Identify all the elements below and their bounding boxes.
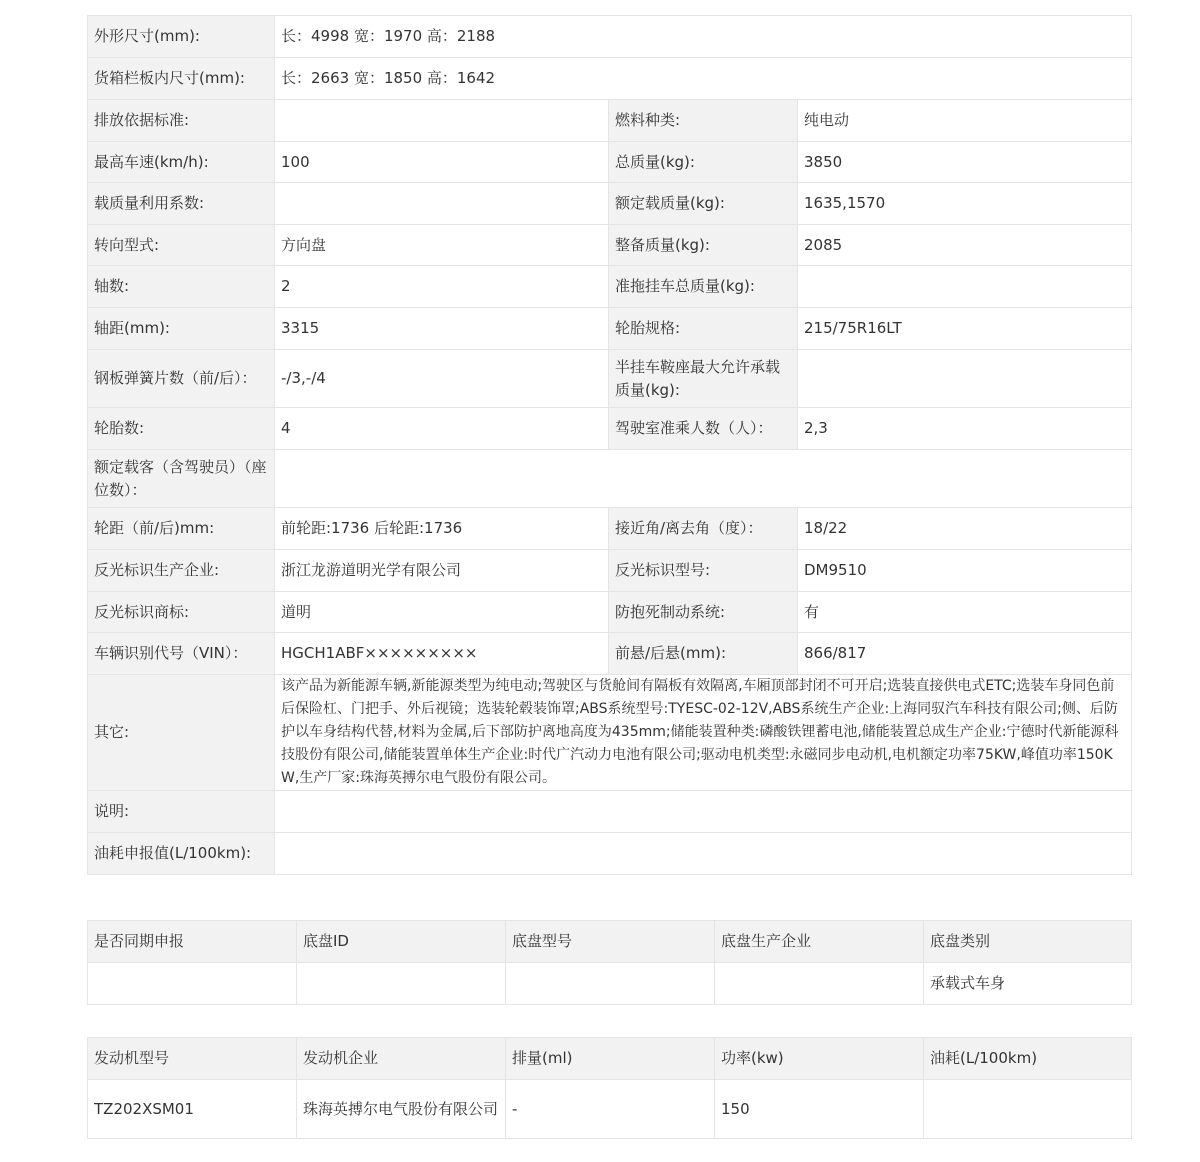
- leaf-spring-label: 钢板弹簧片数（前/后）：: [88, 350, 275, 408]
- engine-power-value: 150: [715, 1080, 924, 1139]
- vehicle-spec-table: [87, 15, 1132, 875]
- engine-header-model: 发动机型号: [88, 1038, 297, 1080]
- axle-count-label: 轴数:: [88, 266, 275, 308]
- spec-row-tires: [88, 408, 1132, 450]
- reflector-model-value: DM9510: [798, 550, 1132, 592]
- wheelbase-value: 3315: [275, 308, 609, 350]
- other-value: 该产品为新能源车辆,新能源类型为纯电动;驾驶区与货舱间有隔板有效隔离,车厢顶部封闭不可开启;选装直接供电式ETC;选装车身同色前后保险杠、门把手、外后视镜；选装轮毂装饰罩;ABS系统型号:TYESC-02-12V,ABS系统生产企业:上海同驭汽车科技有限公司;侧、后防护以车身结构代替,材料为金属,后下部防护离地高度为435mm;储能装置种类:磷酸铁锂蓄电池,储能装置总成生产企业:宁德时代新能源科技股份有限公司,储能装置单体生产企业:时代广汽动力电池有限公司;驱动电机类型:永磁同步电动机,电机额定功率75KW,峰值功率150KW,生产厂家:珠海英搏尔电气股份有限公司。: [275, 675, 1132, 791]
- wheelbase-label: 轴距(mm):: [88, 308, 275, 350]
- reflector-brand-label: 反光标识商标:: [88, 592, 275, 633]
- cab-seats-label: 驾驶室准乘人数（人）：: [609, 408, 798, 450]
- engine-header-row: [88, 1038, 1132, 1080]
- engine-header-power: 功率(kw): [715, 1038, 924, 1080]
- spec-row-speed-mass: [88, 142, 1132, 183]
- reflector-brand-value: 道明: [275, 592, 609, 633]
- emission-standard-value: [275, 100, 609, 142]
- spec-row-steering: [88, 225, 1132, 266]
- chassis-header-same-period: 是否同期申报: [88, 921, 297, 963]
- tire-spec-value: 215/75R16LT: [798, 308, 1132, 350]
- fuel-consumption-value: [275, 833, 1132, 875]
- spec-row-load: [88, 183, 1132, 225]
- reflector-maker-value: 浙江龙游道明光学有限公司: [275, 550, 609, 592]
- curb-mass-label: 整备质量(kg):: [609, 225, 798, 266]
- trailer-mass-label: 准拖挂车总质量(kg):: [609, 266, 798, 308]
- engine-header-fuel-consumption: 油耗(L/100km): [924, 1038, 1132, 1080]
- tire-spec-label: 轮胎规格:: [609, 308, 798, 350]
- chassis-data-row: [88, 963, 1132, 1005]
- approach-angle-label: 接近角/离去角（度）：: [609, 508, 798, 550]
- note-value: [275, 791, 1132, 833]
- rated-load-label: 额定载质量(kg):: [609, 183, 798, 225]
- approach-angle-value: 18/22: [798, 508, 1132, 550]
- spec-row-leaf-spring: [88, 350, 1132, 408]
- reflector-model-label: 反光标识型号:: [609, 550, 798, 592]
- leaf-spring-value: -/3,-/4: [275, 350, 609, 408]
- dimensions-label: 外形尺寸(mm):: [88, 16, 275, 58]
- fuel-type-value: 纯电动: [798, 100, 1132, 142]
- tire-count-label: 轮胎数:: [88, 408, 275, 450]
- total-mass-label: 总质量(kg):: [609, 142, 798, 183]
- spec-row-axles: [88, 266, 1132, 308]
- rated-load-value: 1635,1570: [798, 183, 1132, 225]
- vin-label: 车辆识别代号（VIN）：: [88, 633, 275, 675]
- tire-count-value: 4: [275, 408, 609, 450]
- axle-count-value: 2: [275, 266, 609, 308]
- load-utilization-label: 载质量利用系数:: [88, 183, 275, 225]
- rated-passengers-label: 额定载客（含驾驶员）（座位数）：: [88, 450, 275, 508]
- chassis-header-category: 底盘类别: [924, 921, 1132, 963]
- emission-standard-label: 排放依据标准:: [88, 100, 275, 142]
- engine-model-value: TZ202XSM01: [88, 1080, 297, 1139]
- spec-row-other: [88, 675, 1132, 791]
- dimensions-value: 长：4998 宽：1970 高：2188: [275, 16, 1132, 58]
- chassis-same-period-value: [88, 963, 297, 1005]
- fuel-consumption-label: 油耗申报值(L/100km):: [88, 833, 275, 875]
- engine-maker-value: 珠海英搏尔电气股份有限公司: [297, 1080, 506, 1139]
- max-speed-value: 100: [275, 142, 609, 183]
- spec-row-emission-fuel: [88, 100, 1132, 142]
- chassis-header-row: [88, 921, 1132, 963]
- spec-row-dimensions: [88, 16, 1132, 58]
- chassis-header-model: 底盘型号: [506, 921, 715, 963]
- rated-passengers-value: [275, 450, 1132, 508]
- abs-value: 有: [798, 592, 1132, 633]
- overhang-value: 866/817: [798, 633, 1132, 675]
- cargo-dimensions-value: 长：2663 宽：1850 高：1642: [275, 58, 1132, 100]
- abs-label: 防抱死制动系统:: [609, 592, 798, 633]
- chassis-header-maker: 底盘生产企业: [715, 921, 924, 963]
- load-utilization-value: [275, 183, 609, 225]
- spec-row-fuel-consumption: [88, 833, 1132, 875]
- spec-row-wheelbase: [88, 308, 1132, 350]
- spec-row-track: [88, 508, 1132, 550]
- engine-fuel-consumption-value: [924, 1080, 1132, 1139]
- engine-table: [87, 1037, 1132, 1139]
- chassis-header-id: 底盘ID: [297, 921, 506, 963]
- saddle-load-value: [798, 350, 1132, 408]
- cab-seats-value: 2,3: [798, 408, 1132, 450]
- spec-row-cargo: [88, 58, 1132, 100]
- saddle-load-label: 半挂车鞍座最大允许承载质量(kg):: [609, 350, 798, 408]
- spec-row-reflector-maker: [88, 550, 1132, 592]
- spec-row-vin: [88, 633, 1132, 675]
- note-label: 说明:: [88, 791, 275, 833]
- spec-row-passengers: [88, 450, 1132, 508]
- fuel-type-label: 燃料种类:: [609, 100, 798, 142]
- steering-type-label: 转向型式:: [88, 225, 275, 266]
- reflector-maker-label: 反光标识生产企业:: [88, 550, 275, 592]
- chassis-id-value: [297, 963, 506, 1005]
- trailer-mass-value: [798, 266, 1132, 308]
- cargo-dimensions-label: 货箱栏板内尺寸(mm):: [88, 58, 275, 100]
- chassis-model-value: [506, 963, 715, 1005]
- other-label: 其它:: [88, 675, 275, 791]
- chassis-table: [87, 920, 1132, 1005]
- max-speed-label: 最高车速(km/h):: [88, 142, 275, 183]
- engine-displacement-value: -: [506, 1080, 715, 1139]
- vin-value: HGCH1ABF×××××××××: [275, 633, 609, 675]
- engine-header-displacement: 排量(ml): [506, 1038, 715, 1080]
- chassis-category-value: 承载式车身: [924, 963, 1132, 1005]
- steering-type-value: 方向盘: [275, 225, 609, 266]
- engine-header-maker: 发动机企业: [297, 1038, 506, 1080]
- spec-row-reflector-brand: [88, 592, 1132, 633]
- engine-data-row: [88, 1080, 1132, 1139]
- spec-row-note: [88, 791, 1132, 833]
- curb-mass-value: 2085: [798, 225, 1132, 266]
- track-width-value: 前轮距:1736 后轮距:1736: [275, 508, 609, 550]
- track-width-label: 轮距（前/后)mm:: [88, 508, 275, 550]
- chassis-maker-value: [715, 963, 924, 1005]
- overhang-label: 前悬/后悬(mm):: [609, 633, 798, 675]
- total-mass-value: 3850: [798, 142, 1132, 183]
